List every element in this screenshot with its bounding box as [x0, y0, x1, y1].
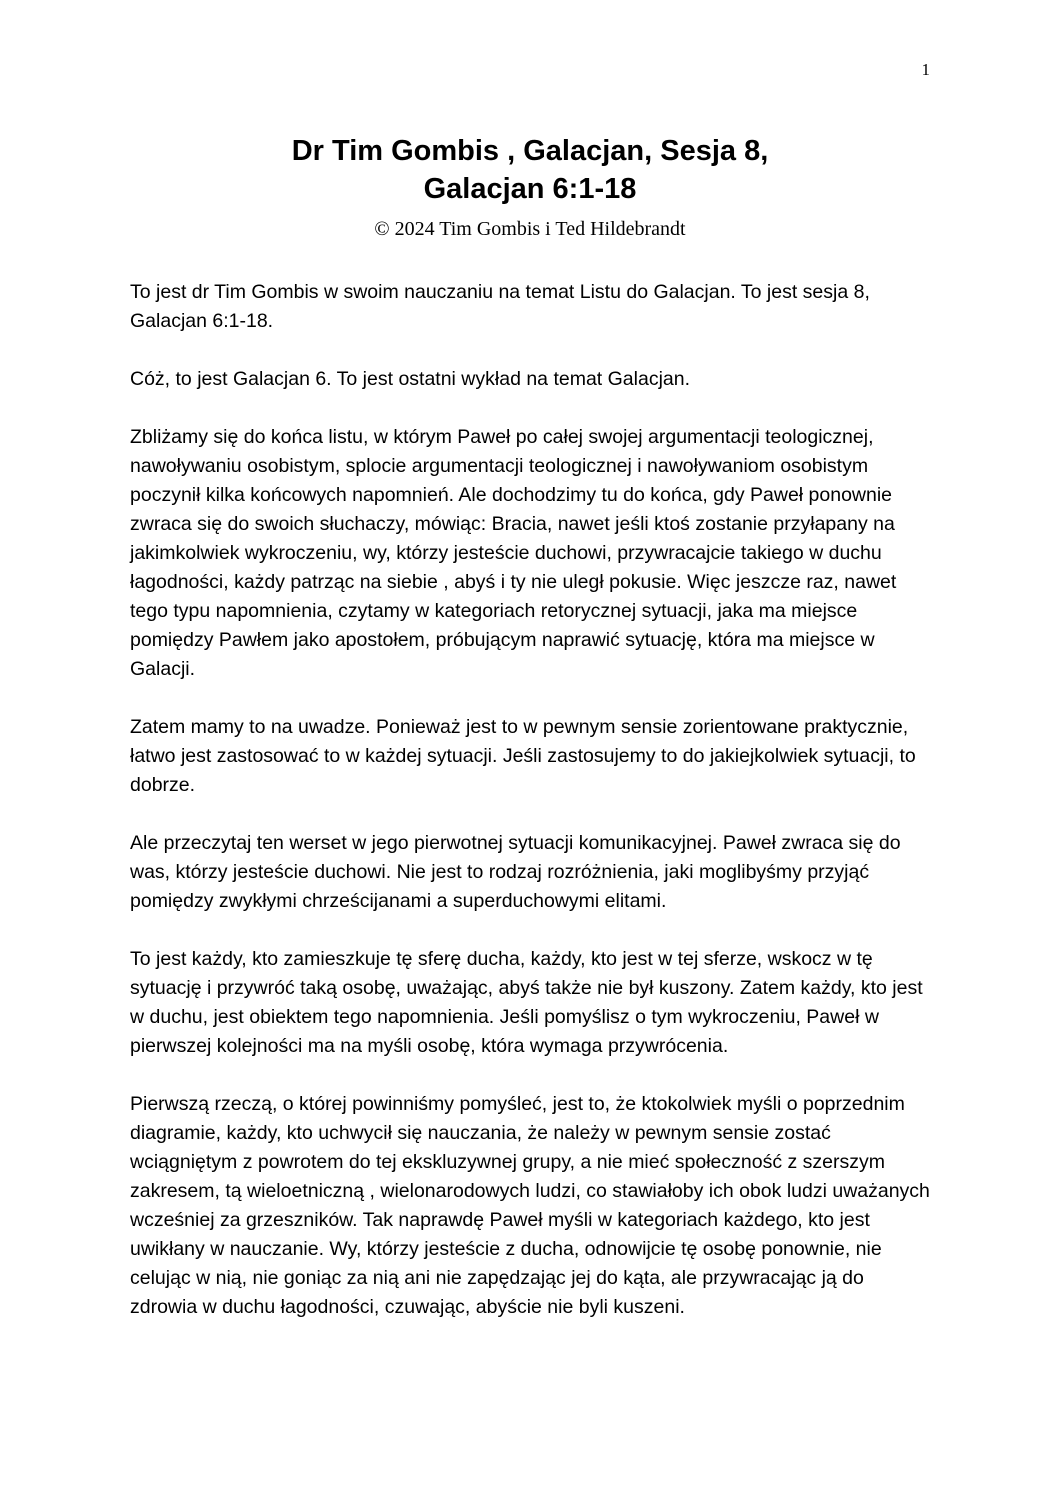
paragraph: Zbliżamy się do końca listu, w którym Paweł po całej swojej argumentacji teologicznej, nawoływaniu osobistym, splocie argumentacji teologicznej i nawoływaniom osobistym poczynił kilka końcowych napomnień. Ale dochodzimy tu do końca, gdy Paweł ponownie zwraca się do swoich słuchaczy, mówiąc: Bracia, nawet jeśli ktoś zostanie przyłapany na jakimkolwiek wykroczeniu, wy, którzy jesteście duchowi, przywracajcie takiego w duchu łagodności, każdy patrząc na siebie , abyś i ty nie uległ pokusie. Więc jeszcze raz, nawet tego typu napomnienia, czytamy w kategoriach retorycznej sytuacji, jaka ma miejsce pomiędzy Pawłem jako apostołem, próbującym naprawić sytuację, która ma miejsce w Galacji. [130, 426, 897, 680]
paragraph: To jest każdy, kto zamieszkuje tę sferę ducha, każdy, kto jest w tej sferze, wskocz w tę sytuację i przywróć taką osobę, uważając, abyś także nie był kuszony. Zatem każdy, kto jest w duchu, jest obiektem tego napomnienia. Jeśli pomyślisz o tym wykroczeniu, Paweł w pierwszej kolejności ma na myśli osobę, która wymaga przywrócenia. [130, 948, 923, 1057]
title-line-1: Dr Tim Gombis , Galacjan, Sesja 8, [291, 135, 769, 167]
paragraph: Cóż, to jest Galacjan 6. To jest ostatni wykład na temat Galacjan. [130, 368, 691, 390]
paragraph: Zatem mamy to na uwadze. Ponieważ jest to w pewnym sensie zorientowane praktycznie, łatwo jest zastosować to w każdej sytuacji. Jeśli zastosujemy to do jakiejkolwiek sytuacji, to dobrze. [130, 716, 916, 796]
paragraph: Ale przeczytaj ten werset w jego pierwotnej sytuacji komunikacyjnej. Paweł zwraca się do was, którzy jesteście duchowi. Nie jest to rodzaj rozróżnienia, jaki moglibyśmy przyjąć pomiędzy zwykłymi chrześcijanami a superduchowymi elitami. [130, 832, 901, 912]
paragraph: To jest dr Tim Gombis w swoim nauczaniu na temat Listu do Galacjan. To jest sesja 8, Galacjan 6:1-18. [130, 281, 870, 332]
paragraph: Pierwszą rzeczą, o której powinniśmy pomyśleć, jest to, że ktokolwiek myśli o poprzednim diagramie, każdy, kto uchwycił się nauczania, że należy w pewnym sensie zostać wciągniętym z powrotem do tej ekskluzywnej grupy, a nie mieć społeczność z szerszym zakresem, tą wieloetniczną , wielonarodowych ludzi, co stawiałoby ich obok ludzi uważanych wcześniej za grzeszników. Tak naprawdę Paweł myśli w kategoriach każdego, kto jest uwikłany w nauczanie. Wy, którzy jesteście z ducha, odnowijcie tę osobę ponownie, nie celując w nią, nie goniąc za nią ani nie zapędzając jej do kąta, ale przywracając ją do zdrowia w duchu łagodności, czuwając, abyście nie byli kuszeni. [130, 1093, 930, 1318]
document-title [130, 132, 930, 208]
page-number: 1 [921, 60, 930, 79]
document-body [130, 278, 930, 1322]
copyright-line: © 2024 Tim Gombis i Ted Hildebrandt [374, 218, 686, 240]
title-line-2: Galacjan 6:1-18 [423, 173, 637, 205]
